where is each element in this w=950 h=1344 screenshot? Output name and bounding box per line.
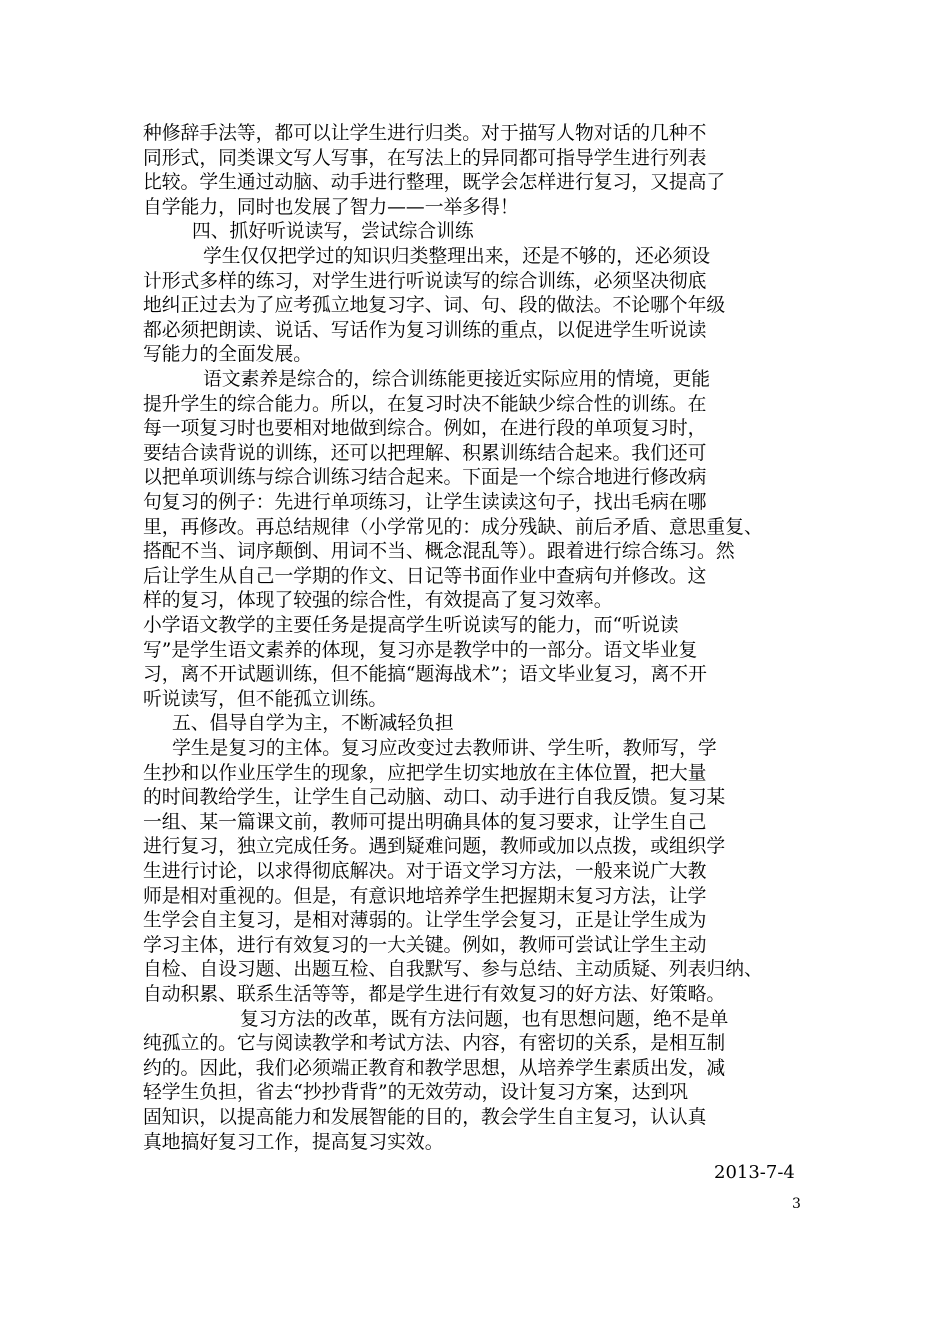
text-line: 地纠正过去为了应考孤立地复习字、词、句、段的做法。不论哪个年级 <box>143 295 726 317</box>
text-line: 每一项复习时也要相对地做到综合。例如，在进行段的单项复习时， <box>143 418 707 440</box>
document-date: 2013-7-4 <box>714 1162 795 1184</box>
text-line: 计形式多样的练习，对学生进行听说读写的综合训练，必须坚决彻底 <box>143 270 707 292</box>
text-line: 生学会自主复习，是相对薄弱的。让学生学会复习，正是让学生成为 <box>143 910 707 932</box>
text-line: 要结合读背说的训练，还可以把理解、积累训练结合起来。我们还可 <box>143 442 707 464</box>
text-line: 种修辞手法等，都可以让学生进行归类。对于描写人物对话的几种不 <box>143 123 707 144</box>
text-line: 习，离不开试题训练，但不能搞“题海战术”；语文毕业复习，离不开 <box>143 664 707 686</box>
text-line: 语文素养是综合的，综合训练能更接近实际应用的情境，更能 <box>203 369 711 390</box>
text-line: 后让学生从自己一学期的作文、日记等书面作业中查病句并修改。这 <box>143 565 707 587</box>
text-line: 进行复习，独立完成任务。遇到疑难问题，教师或加以点拨，或组织学 <box>143 836 726 858</box>
text-line: 的时间教给学生，让学生自己动脑、动口、动手进行自我反馈。复习某 <box>143 787 726 809</box>
text-line: 写”是学生语文素养的体现，复习亦是教学中的一部分。语文毕业复 <box>143 639 698 661</box>
text-line: 师是相对重视的。但是，有意识地培养学生把握期末复习方法，让学 <box>143 885 707 907</box>
page-number: 3 <box>792 1196 801 1213</box>
text-line: 生进行讨论，以求得彻底解决。对于语文学习方法，一般来说广大教 <box>143 861 707 882</box>
text-line: 都必须把朗读、说话、写话作为复习训练的重点，以促进学生听说读 <box>143 319 707 341</box>
text-line: 句复习的例子：先进行单项练习，让学生读读这句子，找出毛病在哪 <box>143 492 707 513</box>
text-line: 小学语文教学的主要任务是提高学生听说读写的能力，而“听说读 <box>143 615 679 636</box>
text-line: 写能力的全面发展。 <box>143 344 313 366</box>
text-line: 一组、某一篇课文前，教师可提出明确具体的复习要求，让学生自己 <box>143 811 707 833</box>
text-line: 自动积累、联系生活等等，都是学生进行有效复习的好方法、好策略。 <box>143 984 726 1005</box>
text-line: 学习主体，进行有效复习的一大关键。例如，教师可尝试让学生主动 <box>143 934 707 956</box>
text-line: 同形式，同类课文写人写事，在写法上的异同都可指导学生进行列表 <box>143 147 707 169</box>
text-line: 搭配不当、词序颠倒、用词不当、概念混乱等）。跟着进行综合练习。然 <box>143 541 735 563</box>
text-line: 提升学生的综合能力。所以，在复习时决不能缺少综合性的训练。在 <box>143 393 707 415</box>
text-line: 自检、自设习题、出题互检、自我默写、参与总结、主动质疑、列表归纳、 <box>143 959 763 981</box>
text-line: 以把单项训练与综合训练习结合起来。下面是一个综合地进行修改病 <box>143 467 707 489</box>
text-line: 听说读写，但不能孤立训练。 <box>143 688 388 710</box>
section-heading: 五、倡导自学为主，不断减轻负担 <box>172 713 454 735</box>
text-line: 固知识，以提高能力和发展智能的目的，教会学生自主复习，认认真 <box>143 1107 707 1128</box>
text-line: 样的复习，体现了较强的综合性，有效提高了复习效率。 <box>143 590 613 612</box>
text-line: 自学能力，同时也发展了智力——一举多得！ <box>143 196 519 218</box>
text-line: 约的。因此，我们必须端正教育和教学思想，从培养学生素质出发，减 <box>143 1057 726 1079</box>
text-line: 学生是复习的主体。复习应改变过去教师讲、学生听，教师写，学 <box>172 738 717 759</box>
text-line: 生抄和以作业压学生的现象，应把学生切实地放在主体位置，把大量 <box>143 762 707 784</box>
text-line: 轻学生负担，省去“抄抄背背”的无效劳动，设计复习方案，达到巩 <box>143 1082 689 1104</box>
text-line: 真地搞好复习工作，提高复习实效。 <box>143 1131 444 1153</box>
text-line: 复习方法的改革，既有方法问题，也有思想问题，绝不是单 <box>240 1008 729 1030</box>
section-heading: 四、抓好听说读写，尝试综合训练 <box>192 221 474 243</box>
text-line: 比较。学生通过动脑、动手进行整理，既学会怎样进行复习，又提高了 <box>143 172 726 194</box>
text-line: 里，再修改。再总结规律（小学常见的：成分残缺、前后矛盾、意思重复、 <box>143 516 763 538</box>
text-line: 学生仅仅把学过的知识归类整理出来，还是不够的，还必须设 <box>203 246 711 267</box>
text-line: 纯孤立的。它与阅读教学和考试方法、内容，有密切的关系，是相互制 <box>143 1033 726 1055</box>
